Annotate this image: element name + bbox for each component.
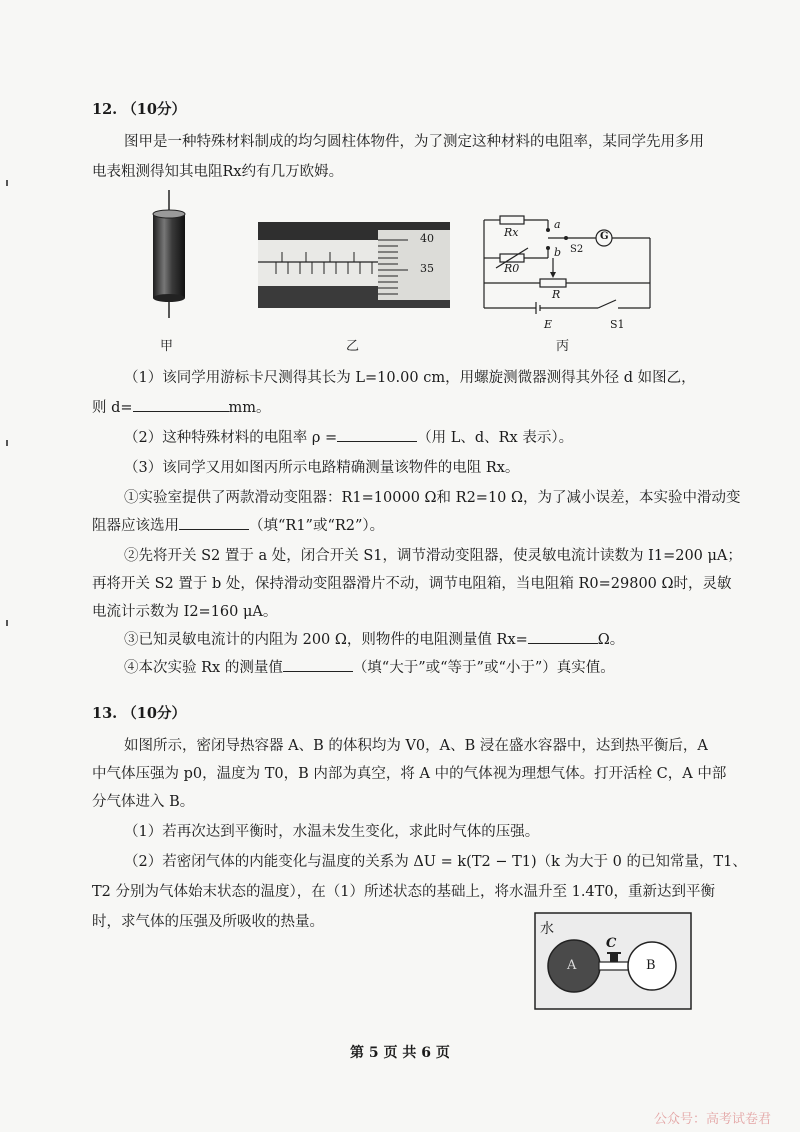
- label-b: b: [554, 246, 562, 259]
- micrometer-tick-35: 35: [420, 262, 434, 275]
- q13-header: 13. （10分）: [92, 705, 186, 722]
- page-number: 第 5 页 共 6 页: [350, 1045, 450, 1061]
- q12-step1-prefix: 阻器应该选用: [92, 518, 179, 534]
- label-g: G: [600, 231, 609, 242]
- q12-step3-prefix: ③已知灵敏电流计的内阻为 200 Ω，则物件的电阻测量值 Rx=: [124, 632, 528, 648]
- q12-step4: [124, 656, 615, 677]
- q12-part1-suffix: mm。: [228, 400, 271, 416]
- label-water: 水: [540, 921, 554, 937]
- q12-part2: [124, 426, 573, 447]
- q12-intro-2: 电表粗测得知其电阻Rx约有几万欧姆。: [92, 164, 344, 180]
- margin-mark: [6, 620, 8, 626]
- q13-part1: （1）若再次达到平衡时，水温未发生变化，求此时气体的压强。: [124, 824, 540, 840]
- q12-part2-prefix: （2）这种特殊材料的电阻率 ρ =: [124, 430, 338, 446]
- q12-step1-line2: [92, 514, 384, 535]
- q12-intro-1: 图甲是一种特殊材料制成的均匀圆柱体物件，为了测定这种材料的电阻率，某同学先用多用: [124, 134, 704, 150]
- q12-step2-line2: 再将开关 S2 置于 b 处，保持滑动变阻器滑片不动，调节电阻箱，当电阻箱 R0=29800 Ω时，灵敏: [92, 576, 732, 592]
- q12-part2-suffix: （用 L、d、Rx 表示）。: [417, 430, 574, 446]
- margin-mark: [6, 180, 8, 186]
- answer-blank-rheostat[interactable]: [179, 515, 249, 530]
- q12-header: 12. （10分）: [92, 101, 186, 118]
- q13-text-1: 如图所示，密闭导热容器 A、B 的体积均为 V0，A、B 浸在盛水容器中，达到热平衡后，A: [124, 738, 708, 754]
- label-s2: S2: [570, 244, 584, 255]
- q12-part1-line2: [92, 396, 271, 417]
- caption-jia: 甲: [160, 339, 174, 354]
- answer-blank-rx[interactable]: [528, 629, 598, 644]
- label-container-b: B: [646, 958, 656, 973]
- label-e: E: [544, 318, 553, 331]
- q13-part2-line2: T2 分别为气体始末状态的温度），在（1）所述状态的基础上，将水温升至 1.4T0，重新达到平衡: [92, 884, 716, 900]
- q12-part3: （3）该同学又用如图丙所示电路精确测量该物件的电阻 Rx。: [124, 460, 520, 476]
- label-container-a: A: [567, 958, 577, 973]
- watermark: 公众号：高考试卷君: [654, 1112, 772, 1127]
- q13-text-3: 分气体进入 B。: [92, 794, 195, 810]
- q12-step3-suffix: Ω。: [597, 632, 625, 648]
- q13-part2-line1: （2）若密闭气体的内能变化与温度的关系为 ΔU = k(T2 − T1)（k 为大于 0 的已知常量，T1、: [124, 854, 747, 870]
- figure-q13-containers: [534, 912, 692, 1010]
- caption-yi: 乙: [346, 339, 360, 354]
- label-valve-c: C: [606, 936, 617, 951]
- label-r0: R0: [504, 262, 520, 275]
- answer-blank-d[interactable]: [133, 397, 229, 412]
- q12-step4-suffix: （填“大于”或“等于”或“小于”）真实值。: [352, 660, 615, 676]
- q13-part2-line3: 时，求气体的压强及所吸收的热量。: [92, 914, 324, 930]
- answer-blank-compare[interactable]: [283, 657, 353, 672]
- q12-step2-line3: 电流计示数为 I2=160 μA。: [92, 604, 278, 620]
- label-rx: Rx: [504, 226, 519, 239]
- q12-step2-line1: ②先将开关 S2 置于 a 处，闭合开关 S1，调节滑动变阻器，使灵敏电流计读数为 I1=200 μA；: [124, 548, 742, 564]
- q12-step1-line1: ①实验室提供了两款滑动变阻器：R1=10000 Ω和 R2=10 Ω，为了减小误差，本实验中滑动变: [124, 490, 741, 506]
- q12-step1-suffix: （填“R1”或“R2”）。: [249, 518, 385, 534]
- figure-jia-cylinder: [140, 190, 200, 320]
- q12-step4-prefix: ④本次实验 Rx 的测量值: [124, 660, 283, 676]
- label-s1: S1: [610, 318, 625, 331]
- q12-step3: [124, 628, 624, 649]
- margin-mark: [6, 440, 8, 446]
- caption-bing: 丙: [556, 339, 570, 354]
- label-r: R: [552, 288, 561, 301]
- micrometer-tick-40: 40: [420, 232, 434, 245]
- q12-part1-line1: （1）该同学用游标卡尺测得其长为 L=10.00 cm，用螺旋测微器测得其外径 d 如图乙，: [124, 370, 696, 386]
- q13-text-2: 中气体压强为 p0，温度为 T0，B 内部为真空，将 A 中的气体视为理想气体。打开活栓 C，A 中部: [92, 766, 727, 782]
- answer-blank-rho[interactable]: [337, 427, 417, 442]
- q12-part1-prefix: 则 d=: [92, 400, 133, 416]
- label-a: a: [554, 218, 561, 231]
